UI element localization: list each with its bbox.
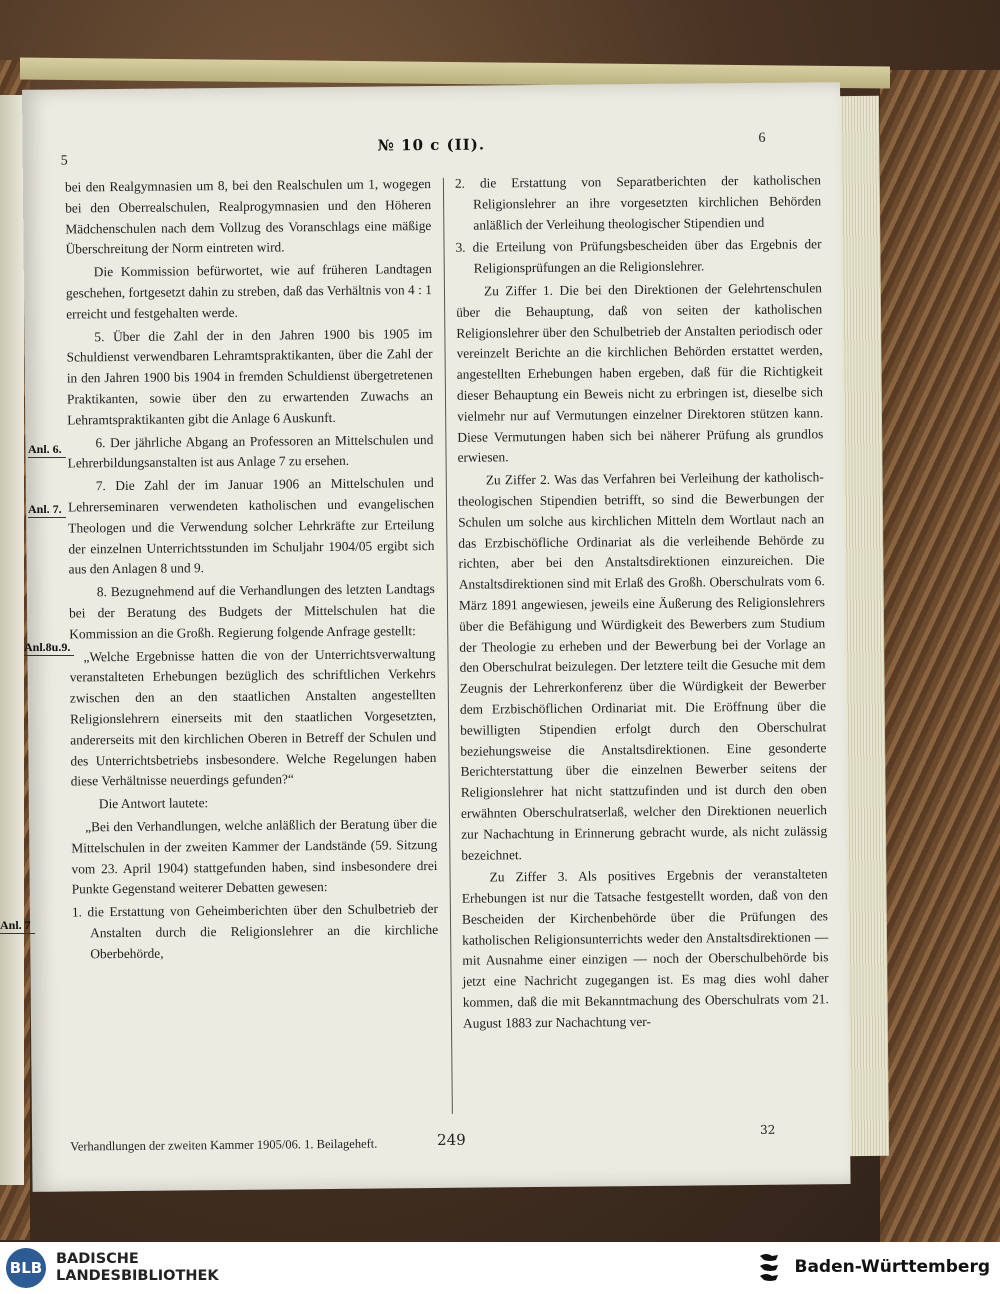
left-page-number: 5 (60, 153, 68, 169)
paragraph: Die Kommission befürwortet, wie auf früheren Landtagen geschehen, fortgesetzt dahin zu streben, daß das Verhältnis von 4 : 1 erreicht und festgehalten werde. (65, 261, 433, 322)
paragraph: Zu Ziffer 2. Was das Verfahren bei Verleihung der katholisch-theologischen Stipendien betrifft, so sind die Bewerbungen der Schulen um solche aus kirchlichen Mitteln dem Wortlaut nach an das Erzbischöfliche Ordinariat als die verleihende Behörde zu richten, aber bei den Anstaltsdirektionen einzureichen. Die Anstaltsdirektionen sind mit Erlaß des Großh. Oberschulrats vom 6. März 1891 angewiesen, jeweils eine Äußerung des Religionslehrers über die Befähigung und Würdigkeit des Bewerbers zum Studium der Theologie zu erheben und der Bewerbung bei der Vorlage an den Oberschulrat beizulegen. Der letztere teilt die Gesuche mit dem Zeugnis der Lehrerkonferenz über die Würdigkeit der Bewerber dem Erzbischöflichen Ordinariat mit. Die Eröffnung über die bewilligten Stipendien erfolgt durch den Oberschulrat beziehungsweise die Anstaltsdirektionen. Eine gesonderte Berichterstattung über die einzelnen Bewerber seitens der Religionslehrer hat nicht stattzufinden und ist durch den oben erwähnten Oberschulratserlaß, welcher den Direktionen neuerlich zur Nachachtung in Erinnerung gebracht wurde, als nicht zulässig bezeichnet. (457, 469, 828, 863)
margin-note-anlage-7: Anl. 7. (28, 502, 66, 518)
blb-logo[interactable]: BLB (6, 1248, 46, 1288)
library-name-line2: LANDESBIBLIOTHEK (56, 1268, 219, 1284)
bottom-branding-bar (0, 1242, 1000, 1294)
paragraph: 8. Bezugnehmend auf die Verhandlungen des letzten Landtags bei der Beratung des Budgets der Mittelschulen hat die Kommission an die Großh. Regierung folgende Anfrage gestellt: (68, 581, 436, 642)
paragraph: „Welche Ergebnisse hatten die von der Unterrichtsverwaltung veranstalteten Erhebungen bezüglich des schriftlichen Verkehrs zwischen den an den staatlichen Anstalten angestellten Religionslehrern einerseits mit den staatlichen Vorgesetzten, andererseits mit den kirchlichen Oberen in Betreff der Schulen und des Unterrichtsbetriebs insbesondere. Welche Regelungen haben diese Verhältnisse neuerdings gefunden?“ (69, 645, 437, 789)
paragraph: 5. Über die Zahl der in den Jahren 1900 bis 1905 im Schuldienst verwendbaren Lehramtspraktikanten, über die Zahl der in den Jahren 1900 bis 1904 in fremden Schuldienst übergetretenen Praktikanten, sowie über den zu erwartenden Zuwachs an Lehramtspraktikanten gibt die Anlage 6 Auskunft. (66, 325, 434, 428)
margin-note-anlage-6: Anl. 6. (28, 442, 66, 458)
right-page-number: 6 (758, 130, 766, 146)
column-divider (443, 178, 453, 1114)
paragraph: Zu Ziffer 1. Die bei den Direktionen der Gelehrtenschulen über die Behauptung, daß von seiten der katholischen Religionslehrer über den Schulbetrieb der Anstalten periodisch oder vereinzelt Berichte an die kirchlichen Behörden erstattet werden, angestellten Erhebungen haben ergeben, daß für die Richtigkeit dieser Behauptung ein Beweis nicht zu erbringen ist, dieselbe sich vielmehr nur auf Vermutungen einzelner Direktoren stützen kann. Diese Vermutungen haben sich bei näherer Prüfung als grundlos erwiesen. (456, 280, 824, 466)
footer-publication: Verhandlungen der zweiten Kammer 1905/06. 1. Beilageheft. (70, 1136, 378, 1154)
paragraph: Zu Ziffer 3. Als positives Ergebnis der veranstalteten Erhebungen ist nur die Tatsache festgestellt worden, daß von den Bescheiden der Kirchenbehörde über die Prüfungen des katholischen Religionsunterrichts weder den Anstaltsdirektionen — mit Ausnahme einer einzigen — noch der Oberschulbehörde bis jetzt eine Nachricht zugegangen ist. Es mag dies wohl daher kommen, daß die mit Bekanntmachung des Oberschulrats vom 21. August 1883 zur Nachachtung ver- (461, 866, 829, 1031)
left-page-edge (0, 95, 24, 1185)
left-text-column (65, 174, 439, 967)
library-name[interactable] (56, 1251, 219, 1285)
paragraph: „Bei den Verhandlungen, welche anläßlich der Beratung über die Mittelschulen in der zweiten Kammer der Landstände (59. Sitzung vom 23. April 1904) stattgefunden haben, sind insbesondere drei Punkte Gegenstand weiterer Debatten gewesen: (71, 815, 438, 897)
paragraph: 2. die Erstattung von Separatberichten der katholischen Religionslehrer an ihre vorgesetzten kirchlichen Behörden anläßlich der Verleihung theologischer Stipendien und (454, 172, 822, 233)
footer-sheet-number: 32 (759, 1122, 776, 1137)
paragraph: 3. die Erteilung von Prüfungsbescheiden über das Ergebnis der Religionsprüfungen an die Religionslehrer. (455, 236, 822, 276)
paragraph: 1. die Erstattung von Geheimberichten über den Schulbetrieb der Anstalten durch die Religionslehrer an die kirchliche Oberbehörde, (71, 901, 439, 961)
state-logo[interactable] (756, 1250, 990, 1284)
state-name: Baden-Württemberg (794, 1257, 990, 1277)
library-name-line1: BADISCHE (56, 1251, 139, 1267)
paragraph: 7. Die Zahl der im Januar 1906 an Mittelschulen und Lehrerseminaren verwendeten katholischen und evangelischen Theologen und die Verwendung solcher Lehrkräfte zur Erteilung der einzelnen Unterrichtsstunden im Schuljahr 1904/05 ergibt sich aus den Anlagen 8 und 9. (67, 475, 435, 577)
paragraph: bei den Realgymnasien um 8, bei den Realschulen um 1, wogegen bei den Oberrealschulen, Realprogymnasien und den Höheren Mädchenschulen nach dem Vollzug des Voranschlags eine mäßige Überschreitung der Norm eintreten wird. (64, 176, 432, 257)
paragraph: Die Antwort lautete: (98, 795, 209, 812)
lions-emblem-icon (756, 1250, 784, 1284)
paragraph: 6. Der jährliche Abgang an Professoren an Mittelschulen und Lehrerbildungsanstalten ist aus Anlage 7 zu ersehen. (67, 431, 434, 471)
book-cover-right (880, 70, 1000, 1242)
document-header: № 10 c (II). (377, 135, 486, 155)
margin-note-anlage-7-left: Anl. 7 (0, 918, 35, 934)
document-page (22, 82, 851, 1192)
right-text-column (455, 170, 829, 1036)
footer-page-number: 249 (437, 1130, 466, 1149)
margin-note-anlage-8-9: Anl.8u.9. (24, 640, 74, 656)
